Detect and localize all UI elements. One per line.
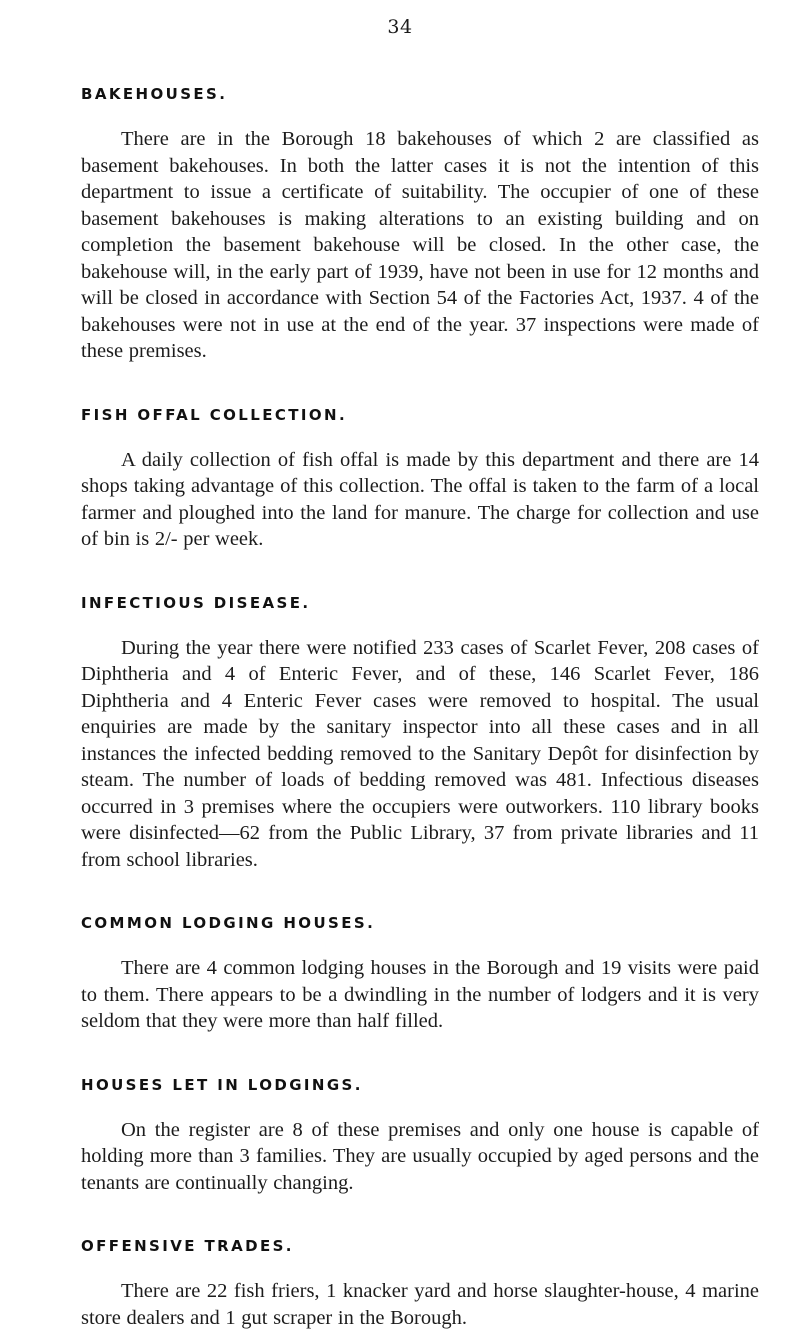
- section-paragraph: There are in the Borough 18 bakehouses of which 2 are classified as basement bakehouses. In both the latter cases it is not the intention of this department to issue a certificate of suitability. The occupier of one of these basement bakehouses is making alterations to an existing building and on completion the basement bakehouse will be closed. In the other case, the bakehouse will, in the early part of 1939, have not been in use for 12 months and will be closed in accordance with Section 54 of the Factories Act, 1937. 4 of the bakehouses were not in use at the end of the year. 37 inspections were made of these premises.: [81, 128, 759, 362]
- section-offensive-trades: [81, 1236, 759, 1331]
- section-fish-offal-collection: [81, 405, 759, 553]
- section-houses-let-in-lodgings: [81, 1075, 759, 1197]
- section-paragraph: A daily collection of fish offal is made by this department and there are 14 shops taking advantage of this collection. The offal is taken to the farm of a local farmer and ploughed into the land for manure. The charge for collection and use of bin is 2/- per week.: [81, 448, 759, 550]
- section-heading: FISH OFFAL COLLECTION.: [81, 405, 348, 424]
- report-body: [81, 84, 759, 1331]
- section-heading: OFFENSIVE TRADES.: [81, 1237, 294, 1255]
- section-paragraph: There are 22 fish friers, 1 knacker yard and horse slaughter-house, 4 marine store dealers and 1 gut scraper in the Borough.: [81, 1280, 759, 1329]
- section-paragraph: On the register are 8 of these premises and only one house is capable of holding more than 3 families. They are usually occupied by aged persons and the tenants are continually changing.: [81, 1118, 759, 1194]
- section-paragraph: There are 4 common lodging houses in the Borough and 19 visits were paid to them. There appears to be a dwindling in the number of lodgers and it is very seldom that they were more than half filled.: [81, 957, 759, 1032]
- section-paragraph: During the year there were notified 233 cases of Scarlet Fever, 208 cases of Diphtheria and 4 of Enteric Fever, and of these, 146 Scarlet Fever, 186 Diphtheria and 4 Enteric Fever cases were removed to hospital. The usual enquiries are made by the sanitary inspector into all these cases and in all instances the infected bedding removed to the Sanitary Depôt for disinfection by steam. The number of loads of bedding removed was 481. Infectious diseases occurred in 3 premises where the occupiers were outworkers. 110 library books were disinfected—62 from the Public Library, 37 from private libraries and 11 from school libraries.: [81, 636, 759, 871]
- section-heading: BAKEHOUSES.: [81, 85, 228, 103]
- section-infectious-disease: [81, 593, 759, 874]
- page-number: 34: [387, 16, 413, 38]
- section-bakehouses: [81, 84, 759, 365]
- section-heading: INFECTIOUS DISEASE.: [81, 593, 311, 612]
- section-common-lodging-houses: [81, 913, 759, 1035]
- section-heading: COMMON LODGING HOUSES.: [81, 914, 376, 932]
- section-heading: HOUSES LET IN LODGINGS.: [81, 1075, 363, 1094]
